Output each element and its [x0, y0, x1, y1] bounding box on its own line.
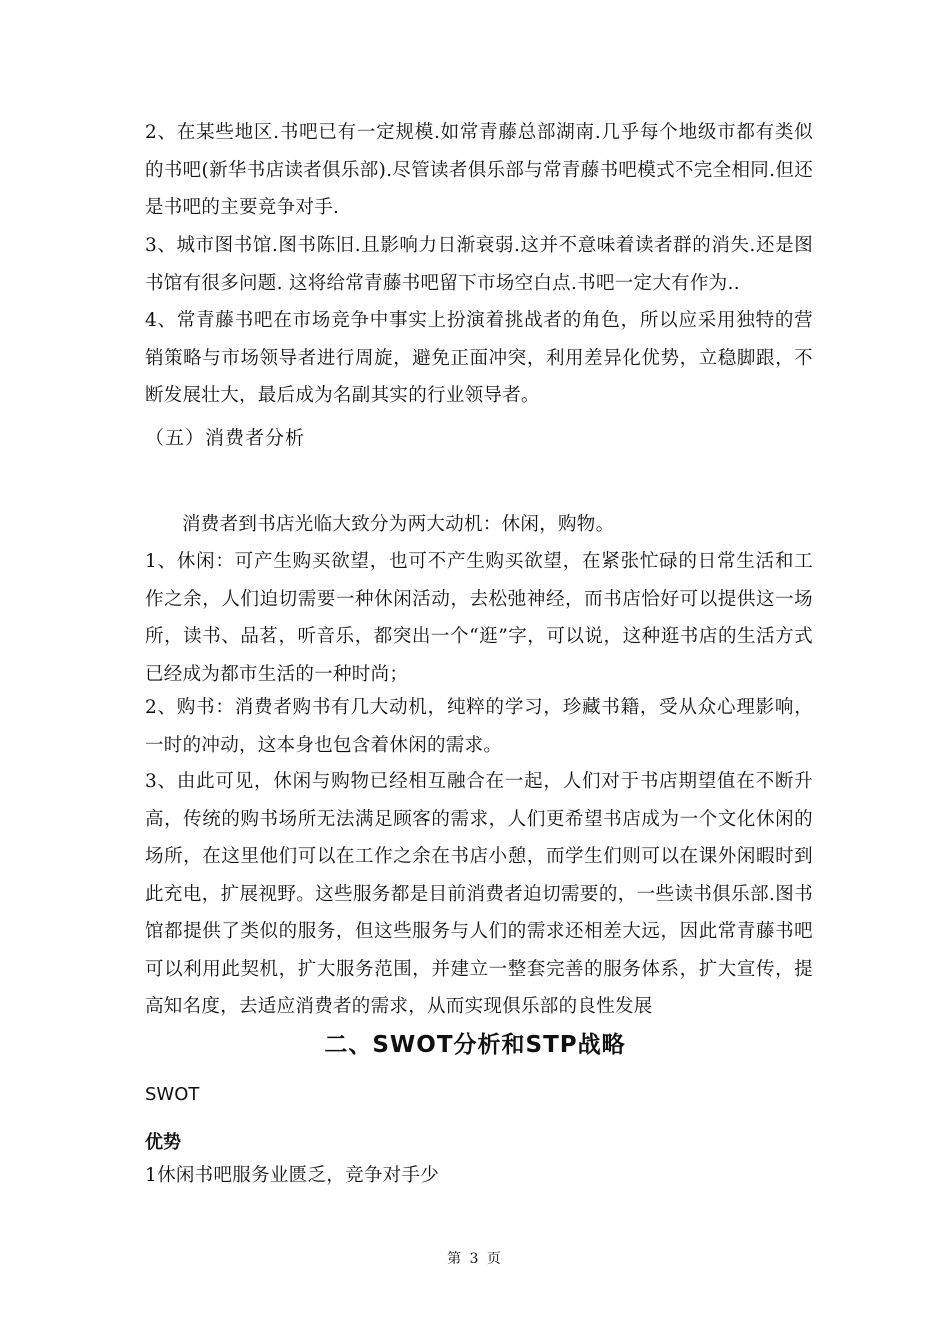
paragraph-competitor-4: 4、常青藤书吧在市场竞争中事实上扮演着挑战者的角色，所以应采用独特的营销策略与市场领导者进行周旋，避免正面冲突，利用差异化优势，立稳脚跟，不断发展壮大，最后成为名副其实的行业领导者。 — [145, 310, 813, 406]
paragraph-competitor-2: 2、在某些地区.书吧已有一定规模.如常青藤总部湖南.几乎每个地级市都有类似的书吧(新华书店读者俱乐部).尽管读者俱乐部与常青藤书吧模式不完全相同.但还是书吧的主要竞争对手. — [145, 122, 813, 218]
page-number: 第 3 页 — [447, 1251, 503, 1267]
swot-label: SWOT — [145, 1084, 200, 1105]
paragraph-consumer-3: 3、由此可见，休闲与购物已经相互融合在一起，人们对于书店期望值在不断升高，传统的购书场所无法满足顾客的需求，人们更希望书店成为一个文化休闲的场所，在这里他们可以在工作之余在书店小憩，而学生们则可以在课外闲暇时到此充电，扩展视野。这些服务都是目前消费者迫切需要的，一些读书俱乐部.图书馆都提供了类似的服务，但这些服务与人们的需求还相差大远，因此常青藤书吧可以利用此契机，扩大服务范围，并建立一整套完善的服务体系，扩大宣传，提高知名度，去适应消费者的需求，从而实现俱乐部的良性发展 — [145, 771, 813, 1017]
subheading-consumer-analysis: （五）消费者分析 — [145, 427, 306, 449]
paragraph-consumer-intro: 消费者到书店光临大致分为两大动机：休闲，购物。 — [182, 514, 615, 535]
paragraph-consumer-2: 2、购书：消费者购书有几大动机，纯粹的学习，珍藏书籍，受从众心理影响，一时的冲动，这本身也包含着休闲的需求。 — [145, 697, 813, 756]
strength-item: 1休闲书吧服务业匮乏，竞争对手少 — [145, 1165, 440, 1186]
paragraph-competitor-3: 3、城市图书馆.图书陈旧.且影响力日渐衰弱.这并不意味着读者群的消失.还是图书馆有很多问题. 这将给常青藤书吧留下市场空白点.书吧一定大有作为.. — [145, 235, 813, 294]
strength-heading: 优势 — [145, 1132, 181, 1153]
paragraph-consumer-1: 1、休闲：可产生购买欲望，也可不产生购买欲望，在紧张忙碌的日常生活和工作之余，人们迫切需要一种休闲活动，去松弛神经，而书店恰好可以提供这一场所，读书、品茗，听音乐，都突出一个“逛”字，可以说，这种逛书店的生活方式已经成为都市生活的一种时尚； — [145, 551, 813, 685]
section-title: 二、SWOT分析和STP战略 — [324, 1032, 626, 1058]
